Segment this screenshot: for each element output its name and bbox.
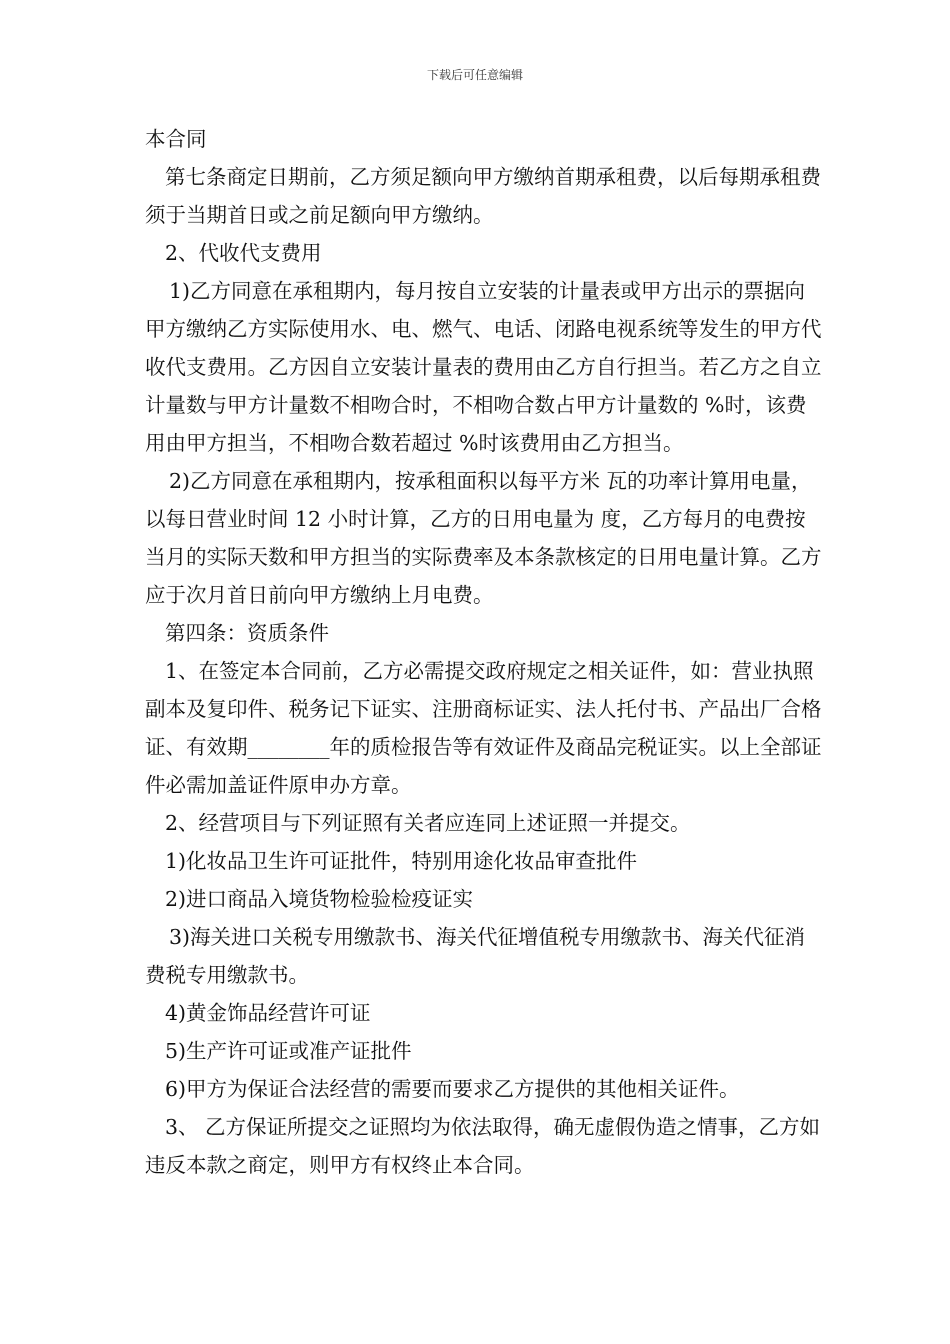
list-item: 5)生产许可证或准产证批件 xyxy=(165,1039,412,1063)
paragraph: 2、经营项目与下列证照有关者应连同上述证照一并提交。 xyxy=(165,811,691,835)
page-header-note: 下载后可任意编辑 xyxy=(426,68,523,82)
list-item: 4)黄金饰品经营许可证 xyxy=(165,1001,371,1025)
paragraph: 1、在签定本合同前，乙方必需提交政府规定之相关证件，如：营业执照副本及复印件、税务记下证实、注册商标证实、法人托付书、产品出厂合格证、有效期________年的质检报告等有效证件及商品完税证实。以上全部证件必需加盖证件原申办方章。 xyxy=(145,659,822,797)
list-item: 1)化妆品卫生许可证批件，特别用途化妆品审查批件 xyxy=(165,849,638,873)
paragraph: 2、代收代支费用 xyxy=(165,241,322,265)
paragraph: 3、 乙方保证所提交之证照均为依法取得，确无虚假伪造之情事，乙方如违反本款之商定，则甲方有权终止本合同。 xyxy=(145,1115,821,1177)
paragraph: 本合同 xyxy=(145,127,207,151)
document-body xyxy=(145,120,825,1184)
list-item: 2)进口商品入境货物检验检疫证实 xyxy=(165,887,474,911)
list-item: 3)海关进口关税专用缴款书、海关代征增值税专用缴款书、海关代征消费税专用缴款书。 xyxy=(145,925,806,987)
paragraph: 2)乙方同意在承租期内，按承租面积以每平方米 瓦的功率计算用电量，以每日营业时间 12 小时计算，乙方的日用电量为 度，乙方每月的电费按当月的实际天数和甲方担当的实际费率及本条款核定的日用电量计算。乙方应于次月首日前向甲方缴纳上月电费。 xyxy=(145,469,822,607)
paragraph: 1)乙方同意在承租期内，每月按自立安装的计量表或甲方出示的票据向甲方缴纳乙方实际使用水、电、燃气、电话、闭路电视系统等发生的甲方代收代支费用。乙方因自立安装计量表的费用由乙方自行担当。若乙方之自立计量数与甲方计量数不相吻合时，不相吻合数占甲方计量数的 %时，该费用由甲方担当，不相吻合数若超过 %时该费用由乙方担当。 xyxy=(145,279,822,455)
paragraph: 第七条商定日期前，乙方须足额向甲方缴纳首期承租费，以后每期承租费须于当期首日或之前足额向甲方缴纳。 xyxy=(145,165,821,227)
list-item: 6)甲方为保证合法经营的需要而要求乙方提供的其他相关证件。 xyxy=(165,1077,740,1101)
section-heading: 第四条：资质条件 xyxy=(165,621,329,645)
